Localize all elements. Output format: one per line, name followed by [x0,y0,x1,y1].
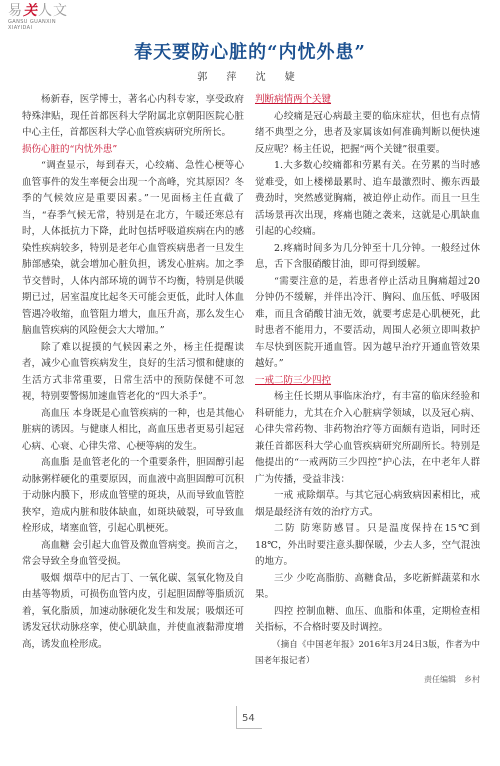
logo-subtitle-2: XIAYIDAI [8,25,33,31]
page-number-rule-horizontal [236,728,262,729]
paragraph: 高血糖 会引起大血管及微血管病变。换而言之，常会导致全身血管受损。 [22,539,244,567]
article-title: 春天要防心脏的“内忧外患” [134,42,366,63]
left-column [22,92,244,653]
editor-note: 责任编辑 乡村 [424,674,480,684]
paragraph: 高血压 本身既是心血管疾病的一种，也是其他心脏病的诱因。与健康人相比，高血压患者更易引起冠心病、心衰、心律失常、心梗等病的发生。 [22,407,244,452]
page-number-box [236,706,264,734]
paragraph: 除了难以捉摸的气候因素之外，杨主任提醒读者，减少心血管疾病发生，良好的生活习惯和健康的生活方式非常重要，日常生活中的预防保健不可忽视，特别要警惕加速血管老化的“四大杀手”。 [22,341,244,402]
paragraph: “调查显示，每到春天，心绞痛、急性心梗等心血管事件的发生率便会出现一个高峰，究其原因？冬季的气候效应是重要因素。”一见面杨主任直截了当，“春季气候无常，特别是在北方，午暖还寒总有时，人体抵抗力下降，此时包括呼吸道疾病在内的感染性疾病较多，特别是老年心血管疾病患者一旦发生肺部感染，就会增加心脏负担，诱发心脏病。加之季节交替时，人体内部环境的调节不均衡，特别是供暖期已过，居室温度比起冬天可能会更低，此时人体血管遇冷收缩，血管阻力增大，血压升高，那么发生心脑血管疾病的风险便会大大增加。” [22,160,244,336]
section-heading-3: 一戒二防三少四控 [255,374,332,386]
paragraph: 吸烟 烟草中的尼古丁、一氧化碳、氢氧化物及自由基等物质，可损伤血管内皮，引起胆固醇等脂质沉着，氧化脂质，加速动脉硬化发生和发展；吸烟还可诱发冠状动脉痉挛，使心肌缺血，并使血液黏滞度增高，诱发血栓形成。 [22,572,244,650]
source-credit: （摘自《中国老年报》2016年3月24日3版，作者为中国老年报记者） [255,639,480,666]
paragraph: 一戒 戒除烟草。与其它冠心病致病因素相比，戒烟是最经济有效的治疗方式。 [255,490,480,518]
paragraph: 2.疼痛时间多为几分钟至十几分钟。一般经过休息，舌下含服硝酸甘油，即可得到缓解。 [255,242,480,270]
author-intro: 杨新春，医学博士，著名心内科专家，享受政府特殊津贴，现任首都医科大学附属北京朝阳医院心脏中心主任，首都医科大学心血管疾病研究所所长。 [22,94,244,138]
paragraph: 心绞痛是冠心病最主要的临床症状，但也有点情绪不典型之分，患者及家属该如何准确判断以便快速反应呢？杨主任说，把握“两个关键”很重要。 [255,110,480,155]
right-column [255,92,480,688]
section-heading-1: 损伤心脏的“内忧外患” [22,143,118,155]
section-heading-2: 判断病情两个关键 [255,94,332,105]
paragraph: 1.大多数心绞痛都和劳累有关。在劳累的当时感觉难受，如上楼梯最累时、追车最激烈时、搬东西最费劲时，突然感觉胸痛，被迫停止动作。而且一旦生活场景再次出现，疼痛也随之袭来，这就是心肌缺血引起的心绞痛。 [255,160,480,237]
paragraph: 二防 防寒防感冒。只是温度保持在15℃到18℃，外出时要注意头脚保暖，少去人多，空气混浊的地方。 [255,523,480,567]
article-byline: 郭 萍 沈 婕 [197,72,303,83]
paragraph: “需要注意的是，若患者停止活动且胸痛超过20分钟仍不缓解，并伴出冷汗、胸闷、血压低、呼吸困难，而且含硝酸甘油无效，就要考虑是心肌梗死，此时患者不能用力，不要活动，周围人必须立即叫救护车尽快到医院开通血管。因为越早治疗开通血管效果越好。” [255,275,480,369]
page-number: 54 [242,713,255,724]
page-number-rule-vertical [236,706,237,728]
paragraph: 三少 少吃高脂肪、高糖食品，多吃新鲜蔬菜和水果。 [255,572,480,600]
paragraph: 高血脂 是血管老化的一个重要条件，胆固醇引起动脉粥样硬化的重要原因，而血液中高胆固醇可沉积于动脉内膜下，形成血管壁的斑块，从而导致血管腔狭窄，造成内脏和肢体缺血，如斑块破裂，可导致血栓形成，堵塞血管，引起心肌梗死。 [22,457,244,534]
logo-subtitle-1: GANSU GUANXIN [8,19,56,25]
logo-wordmark: 易关人文 [8,3,68,19]
paragraph: 四控 控制血糖、血压、血脂和体重，定期检查相关指标，不合格时要及时调控。 [255,605,480,633]
masthead-logo [8,4,118,34]
paragraph: 杨主任长期从事临床治疗，有丰富的临床经验和科研能力，尤其在介入心脏病学领域，以及冠心病、心律失常药物、非药物治疗等方面颇有造诣，同时还兼任首都医科大学心血管疾病研究所副所长。特别是他提出的“一戒两防三少四控”护心法，在中老年人群广为传播，受益非浅： [255,391,480,485]
